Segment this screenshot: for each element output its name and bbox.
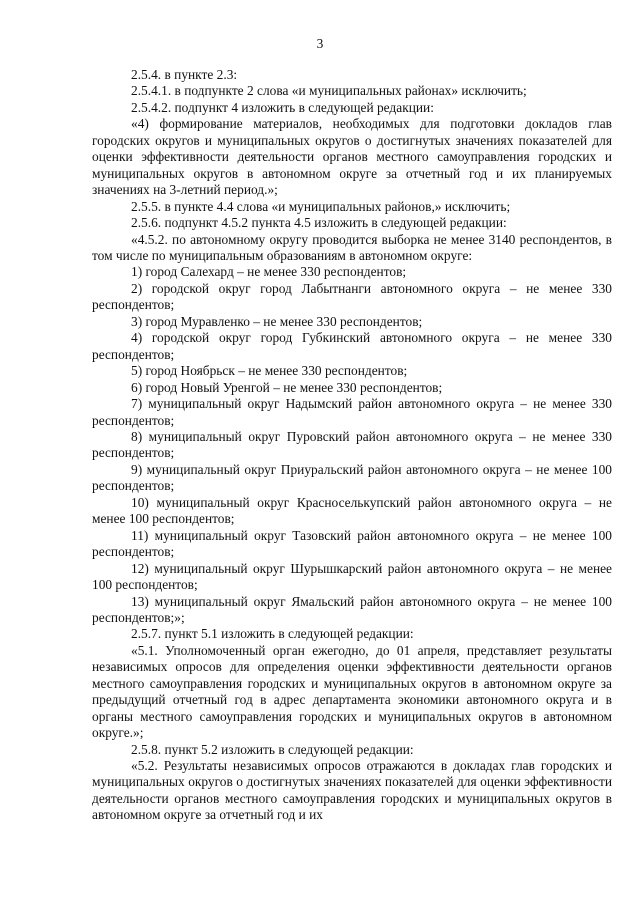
list-item: 12) муниципальный округ Шурышкарский район автономного округа – не менее 100 респондентов; xyxy=(92,560,612,593)
paragraph: 2.5.4. в пункте 2.3: xyxy=(131,67,238,82)
paragraph: «4.5.2. по автономному округу проводится выборка не менее 3140 респондентов, в том числе по муниципальным образованиям в автономном округе: xyxy=(92,231,612,263)
list-item: 10) муниципальный округ Красноселькупский район автономного округа – не менее 100 респондентов; xyxy=(92,494,612,527)
list-item: 2) городской округ город Лабытнанги автономного округа – не менее 330 респондентов; xyxy=(92,280,612,313)
paragraph: 2.5.6. подпункт 4.5.2 пункта 4.5 изложить в следующей редакции: xyxy=(131,215,507,231)
document-body xyxy=(92,67,612,824)
list-item: 6) город Новый Уренгой – не менее 330 респондентов; xyxy=(131,379,443,395)
list-item: 9) муниципальный округ Приуральский район автономного округа – не менее 100 респондентов; xyxy=(92,461,612,494)
paragraph: 2.5.7. пункт 5.1 изложить в следующей редакции: xyxy=(131,626,414,642)
list-item: 13) муниципальный округ Ямальский район автономного округа – не менее 100 респондентов;»; xyxy=(92,593,612,625)
page-number: 3 xyxy=(316,36,324,51)
list-item: 3) город Муравленко – не менее 330 респондентов; xyxy=(131,313,423,329)
paragraph: «5.1. Уполномоченный орган ежегодно, до 01 апреля, представляет результаты независимых опросов для определения оценки эффективности деятельности органов местного самоуправления городских и муниципальных округов в автономном округе за предыдущий отчетный год в адрес департамента экономики автономного округа и в органы местного самоуправления городских и муниципальных округов в автономном округе.»; xyxy=(92,642,612,741)
paragraph: 2.5.4.2. подпункт 4 изложить в следующей редакции: xyxy=(131,99,434,115)
paragraph: 2.5.8. пункт 5.2 изложить в следующей редакции: xyxy=(131,741,414,757)
list-item: 7) муниципальный округ Надымский район автономного округа – не менее 330 респондентов; xyxy=(92,396,612,428)
paragraph: «4) формирование материалов, необходимых для подготовки докладов глав городских округов и муниципальных округов о достигнутых значениях показателей для оценки эффективности деятельности органов местного самоуправления городских и муниципальных округов в автономном округе за отчетный год и их планируемых значениях на 3-летний период.»; xyxy=(92,116,612,198)
paragraph: «5.2. Результаты независимых опросов отражаются в докладах глав городских и муниципальных округов о достигнутых значениях показателей для оценки эффективности деятельности органов местного самоуправления городских и муниципальных округов в автономном округе за отчетный год и их xyxy=(92,758,612,823)
paragraph: 2.5.4.1. в подпункте 2 слова «и муниципальных районах» исключить; xyxy=(131,83,527,99)
list-item: 11) муниципальный округ Тазовский район автономного округа – не менее 100 респондентов; xyxy=(92,527,612,560)
list-item: 8) муниципальный округ Пуровский район автономного округа – не менее 330 респондентов; xyxy=(92,428,612,461)
list-item: 5) город Ноябрьск – не менее 330 респондентов; xyxy=(131,363,408,379)
list-item: 4) городской округ город Губкинский автономного округа – не менее 330 респондентов; xyxy=(92,330,612,362)
list-item: 1) город Салехард – не менее 330 респондентов; xyxy=(131,264,407,280)
paragraph: 2.5.5. в пункте 4.4 слова «и муниципальных районов,» исключить; xyxy=(131,198,511,214)
